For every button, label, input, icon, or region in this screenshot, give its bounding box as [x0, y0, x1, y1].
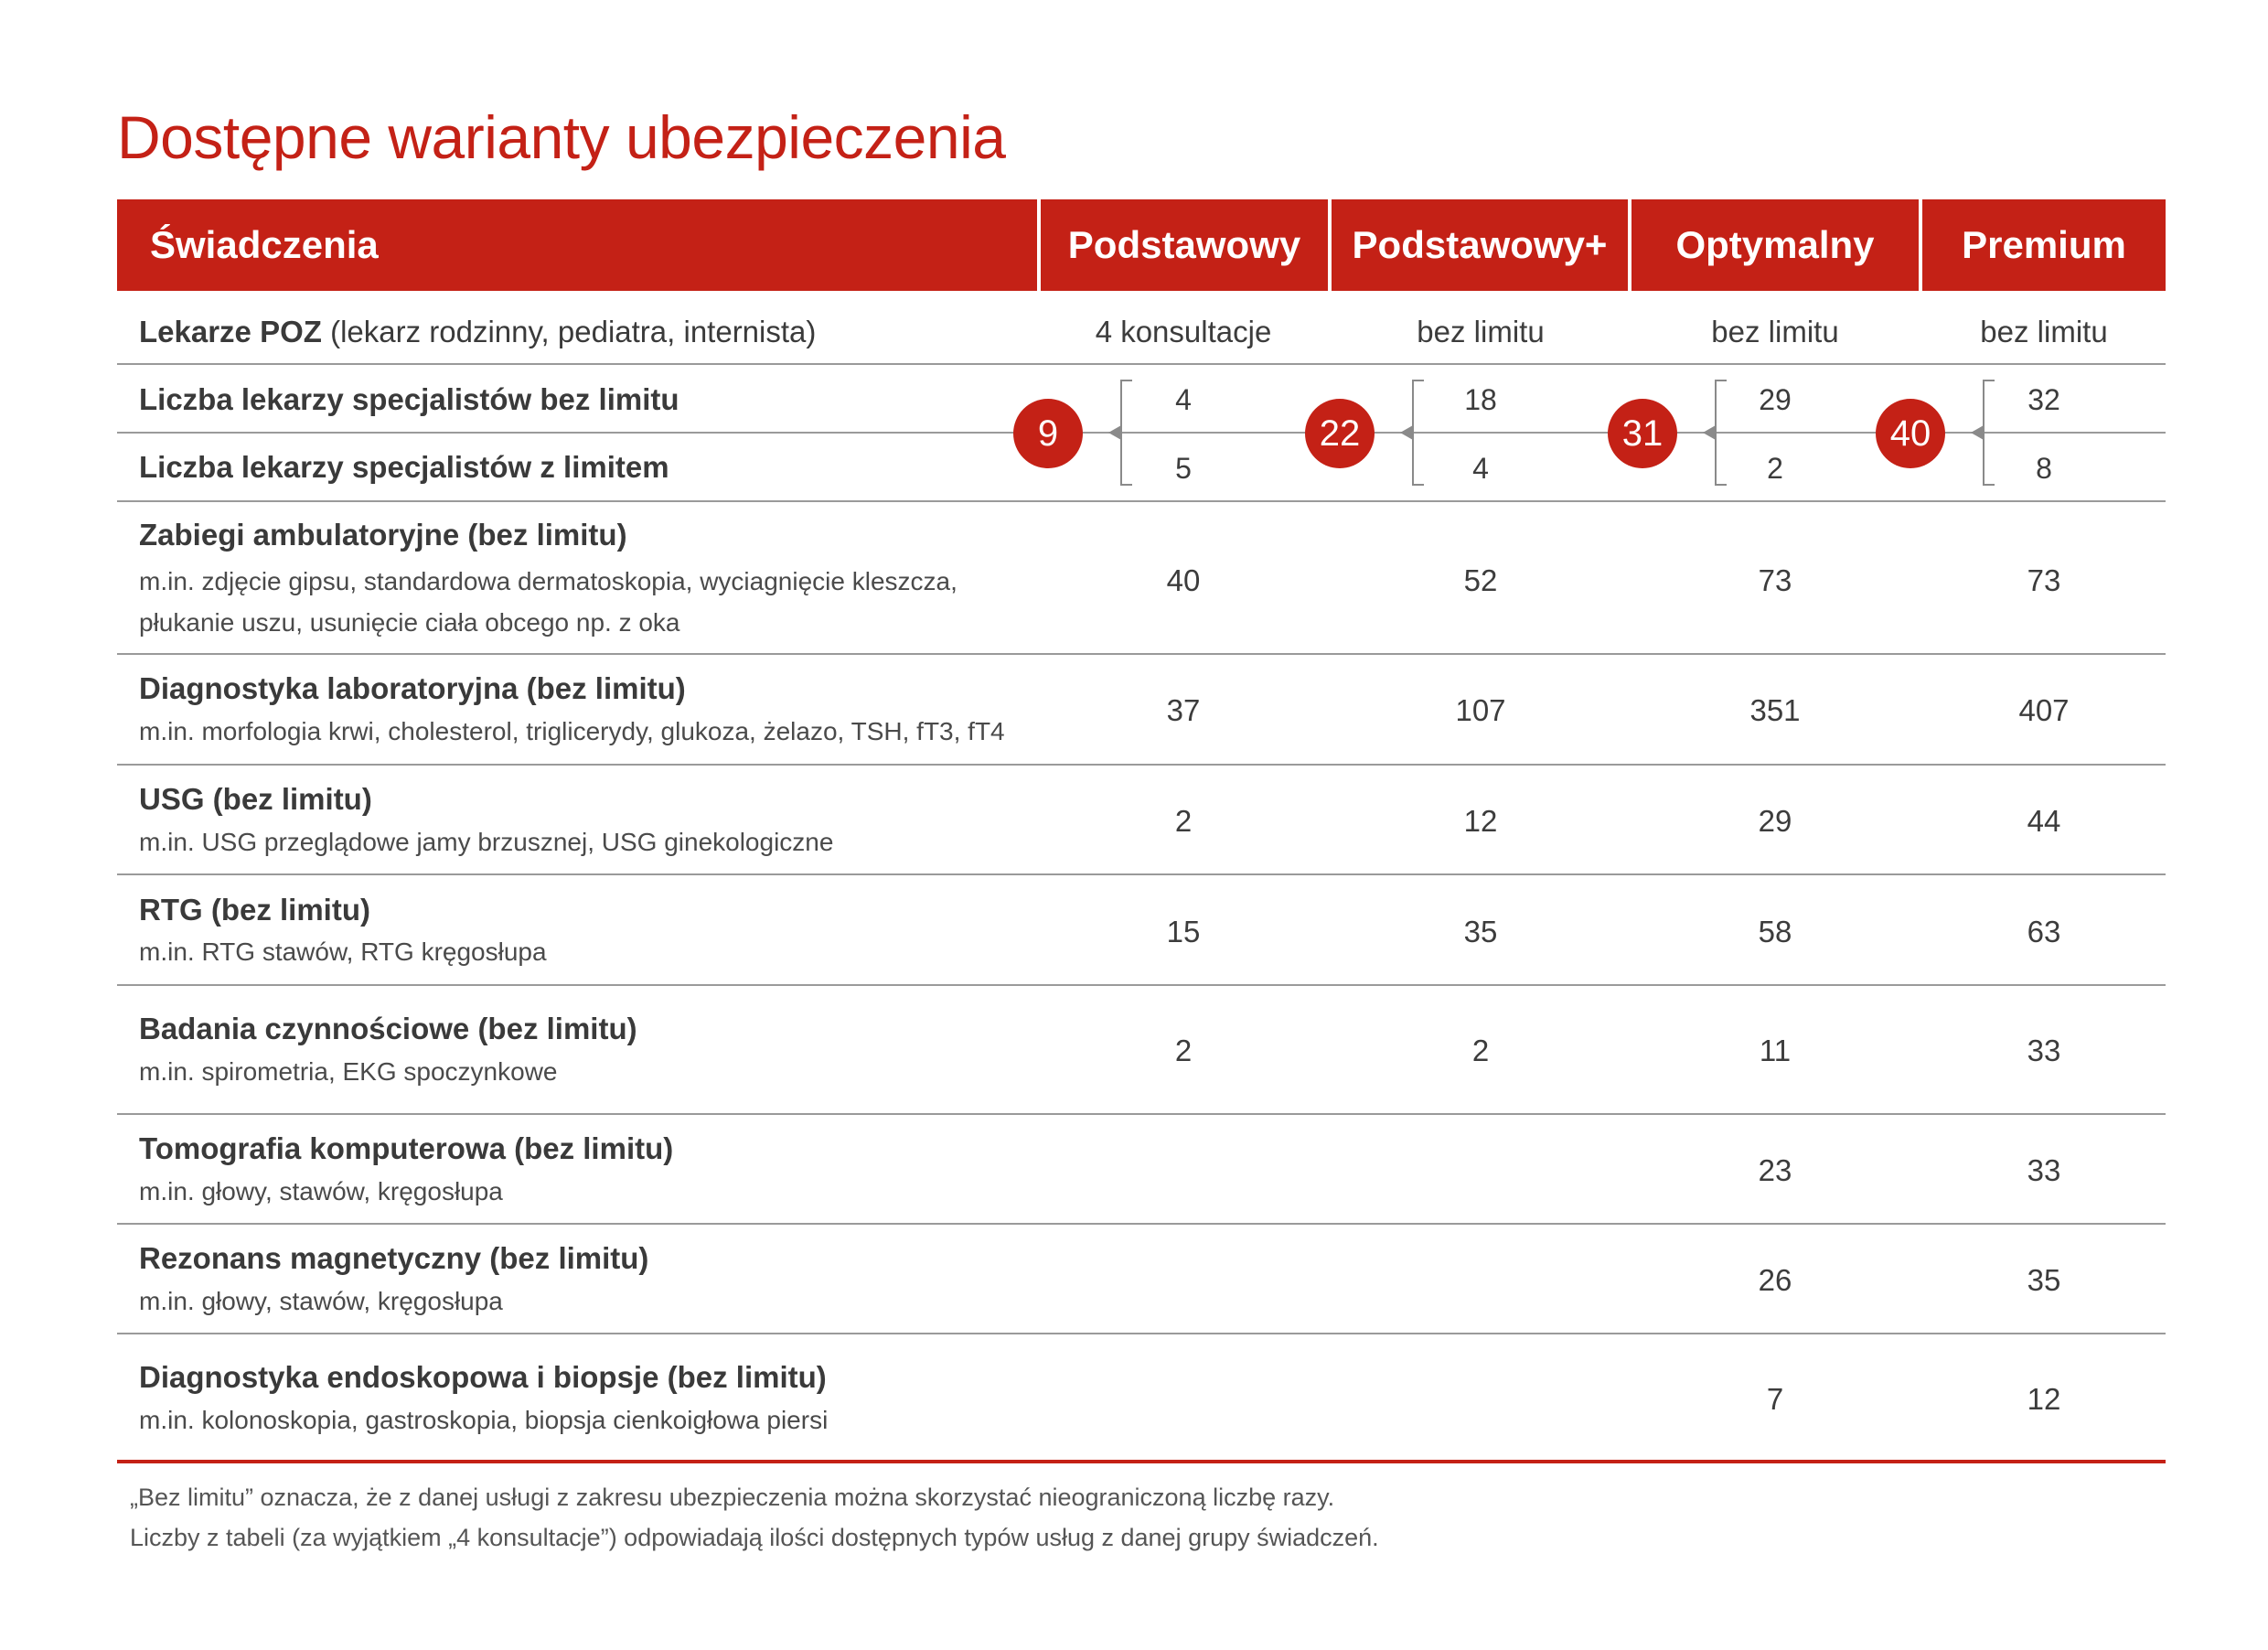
cell-value: 33 — [2027, 1034, 2061, 1067]
specialists-unlimited-value: 4 — [1175, 383, 1192, 416]
cell-value: 12 — [1463, 804, 1498, 838]
row-subtitle: m.in. spirometria, EKG spoczynkowe — [139, 1057, 558, 1086]
cell-value: 107 — [1455, 693, 1506, 727]
row-subtitle: m.in. USG przeglądowe jamy brzusznej, USG ginekologiczne — [139, 828, 834, 856]
cell-value: 33 — [2027, 1153, 2061, 1187]
row-divider — [117, 1223, 2166, 1225]
specialists-unlimited-value: 18 — [1464, 383, 1497, 416]
cell-value: 15 — [1166, 915, 1201, 948]
cell-value: 37 — [1166, 693, 1201, 727]
specialists-unlimited-value: 29 — [1759, 383, 1792, 416]
row-subtitle: m.in. głowy, stawów, kręgosłupa — [139, 1177, 503, 1205]
cell-value: 44 — [2027, 804, 2061, 838]
specialists-total-badge: 40 — [1876, 399, 1945, 468]
row-divider — [117, 764, 2166, 766]
row-divider — [117, 1113, 2166, 1115]
row-divider — [117, 984, 2166, 986]
specialists-total-badge: 22 — [1305, 399, 1375, 468]
row-title: Diagnostyka endoskopowa i biopsje (bez limitu) — [139, 1360, 827, 1394]
cell-value: 407 — [2018, 693, 2070, 727]
row-subtitle: m.in. RTG stawów, RTG kręgosłupa — [139, 938, 547, 966]
cell-value: 2 — [1471, 1034, 1490, 1067]
cell-value: 7 — [1766, 1382, 1784, 1416]
row-title: Badania czynnościowe (bez limitu) — [139, 1012, 637, 1045]
row-title: Liczba lekarzy specjalistów bez limitu — [139, 382, 679, 416]
header-plan-podstawowy-plus: Podstawowy+ — [1332, 199, 1628, 291]
cell-value: 35 — [2027, 1263, 2061, 1297]
specialists-limited-value: 2 — [1767, 452, 1783, 485]
cell-value: bez limitu — [1417, 315, 1545, 348]
specialists-unlimited-value: 32 — [2027, 383, 2060, 416]
table-bottom-rule — [117, 1460, 2166, 1463]
cell-value: 63 — [2027, 915, 2061, 948]
footnote: „Bez limitu” oznacza, że z danej usługi z zakresu ubezpieczenia można skorzystać nieograniczoną liczbę razy. — [130, 1484, 1335, 1511]
specialists-limited-value: 5 — [1175, 452, 1192, 485]
cell-value: 29 — [1758, 804, 1792, 838]
cell-value: bez limitu — [1980, 315, 2108, 348]
cell-value: 2 — [1174, 804, 1193, 838]
header-plan-podstawowy: Podstawowy — [1041, 199, 1328, 291]
header-benefits: Świadczenia — [117, 199, 1037, 291]
cell-value: 26 — [1758, 1263, 1792, 1297]
cell-value: 35 — [1463, 915, 1498, 948]
header-plan-premium: Premium — [1922, 199, 2166, 291]
row-title: Tomografia komputerowa (bez limitu) — [139, 1131, 674, 1165]
cell-value: 52 — [1463, 563, 1498, 597]
row-title-main: Lekarze POZ — [139, 315, 322, 348]
cell-value: bez limitu — [1711, 315, 1839, 348]
row-title-note: (lekarz rodzinny, pediatra, internista) — [321, 315, 817, 348]
row-title: RTG (bez limitu) — [139, 893, 370, 927]
row-title: Diagnostyka laboratoryjna (bez limitu) — [139, 671, 686, 705]
row-divider — [117, 1333, 2166, 1334]
cell-value: 58 — [1758, 915, 1792, 948]
cell-value: 2 — [1174, 1034, 1193, 1067]
specialists-total-badge: 31 — [1608, 399, 1677, 468]
row-title: Rezonans magnetyczny (bez limitu) — [139, 1241, 649, 1275]
specialists-limited-value: 8 — [2036, 452, 2052, 485]
row-subtitle: m.in. zdjęcie gipsu, standardowa dermatoskopia, wyciagnięcie kleszcza, — [139, 567, 957, 595]
specialists-limited-value: 4 — [1472, 452, 1489, 485]
cell-value: 73 — [1758, 563, 1792, 597]
row-divider — [117, 653, 2166, 655]
cell-value: 12 — [2027, 1382, 2061, 1416]
row-subtitle: m.in. morfologia krwi, cholesterol, triglicerydy, glukoza, żelazo, TSH, fT3, fT4 — [139, 717, 1005, 745]
row-title: Liczba lekarzy specjalistów z limitem — [139, 450, 669, 484]
row-subtitle: płukanie uszu, usunięcie ciała obcego np. z oka — [139, 608, 680, 637]
row-title: Zabiegi ambulatoryjne (bez limitu) — [139, 518, 627, 552]
header-plan-optymalny: Optymalny — [1631, 199, 1919, 291]
row-subtitle: m.in. kolonoskopia, gastroskopia, biopsja cienkoigłowa piersi — [139, 1406, 829, 1434]
cell-value: 11 — [1759, 1034, 1792, 1067]
cell-value: 40 — [1166, 563, 1201, 597]
footnote: Liczby z tabeli (za wyjątkiem „4 konsultacje”) odpowiadają ilości dostępnych typów usług z danej grupy świadczeń. — [130, 1524, 1379, 1551]
row-divider — [117, 873, 2166, 875]
row-title: USG (bez limitu) — [139, 782, 372, 816]
cell-value: 4 konsultacje — [1095, 315, 1272, 348]
page-title: Dostępne warianty ubezpieczenia — [117, 103, 1006, 171]
specialists-total-badge: 9 — [1013, 399, 1083, 468]
cell-value: 73 — [2027, 563, 2061, 597]
cell-value: 351 — [1749, 693, 1801, 727]
cell-value: 23 — [1758, 1153, 1792, 1187]
row-subtitle: m.in. głowy, stawów, kręgosłupa — [139, 1287, 503, 1315]
